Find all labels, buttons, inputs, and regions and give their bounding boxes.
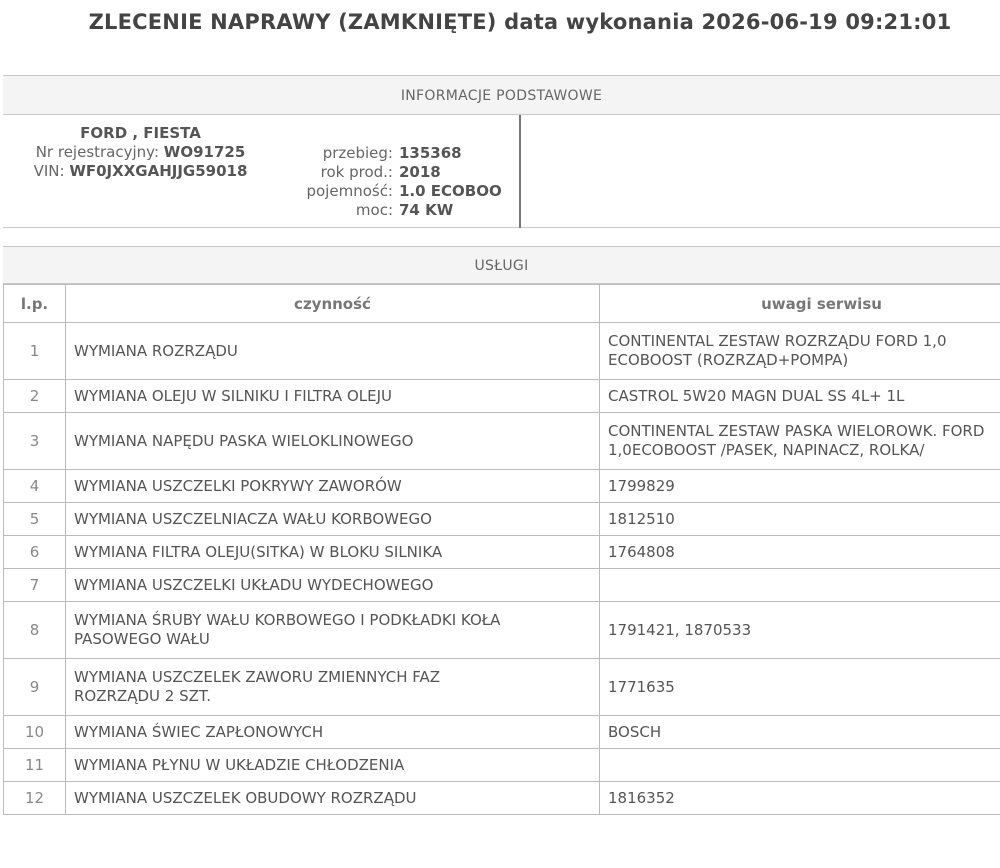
year-value: 2018 [399, 163, 441, 181]
table-row [4, 413, 1000, 470]
table-row [4, 782, 1000, 815]
row-note [600, 749, 1000, 782]
row-action: WYMIANA USZCZELEK OBUDOWY ROZRZĄDU [66, 782, 600, 815]
year-label: rok prod.: [320, 163, 393, 181]
row-action: WYMIANA ŚRUBY WAŁU KORBOWEGO I PODKŁADKI KOŁA PASOWEGO WAŁU [66, 602, 600, 659]
row-action: WYMIANA USZCZELKI POKRYWY ZAWORÓW [66, 470, 600, 503]
registration-label: Nr rejestracyjny: [35, 143, 160, 161]
power-label: moc: [355, 201, 393, 219]
row-number: 2 [4, 380, 66, 413]
column-header-notes: uwagi serwisu [600, 285, 1000, 323]
row-number: 6 [4, 536, 66, 569]
row-action: WYMIANA USZCZELKI UKŁADU WYDECHOWEGO [66, 569, 600, 602]
row-action: WYMIANA ROZRZĄDU [66, 323, 600, 380]
row-number: 10 [4, 716, 66, 749]
row-number: 5 [4, 503, 66, 536]
table-header-row [4, 285, 1000, 323]
vin-line [3, 162, 278, 181]
vin-label: VIN: [33, 162, 65, 180]
engine-row [263, 182, 533, 201]
table-row [4, 569, 1000, 602]
row-note: CONTINENTAL ZESTAW PASKA WIELOROWK. FORD 1,0ECOBOOST /PASEK, NAPINACZ, ROLKA/ [600, 413, 1000, 470]
column-header-lp: l.p. [4, 285, 66, 323]
power-row [263, 201, 533, 220]
mileage-label: przebieg: [322, 144, 393, 162]
vehicle-identity [3, 124, 278, 181]
services-section-header: USŁUGI [3, 246, 1000, 284]
row-note [600, 569, 1000, 602]
power-value: 74 KW [399, 201, 454, 219]
row-number: 9 [4, 659, 66, 716]
row-action: WYMIANA FILTRA OLEJU(SITKA) W BLOKU SILNIKA [66, 536, 600, 569]
info-divider [519, 115, 521, 228]
table-row [4, 602, 1000, 659]
row-note: 1771635 [600, 659, 1000, 716]
table-row [4, 749, 1000, 782]
row-number: 1 [4, 323, 66, 380]
table-row [4, 380, 1000, 413]
row-note: BOSCH [600, 716, 1000, 749]
column-header-action: czynność [66, 285, 600, 323]
vehicle-specs [263, 144, 533, 220]
year-row [263, 163, 533, 182]
table-row [4, 659, 1000, 716]
vin-value: WF0JXXGAHJJG59018 [69, 162, 248, 180]
table-row [4, 716, 1000, 749]
row-note: CONTINENTAL ZESTAW ROZRZĄDU FORD 1,0 ECOBOOST (ROZRZĄD+POMPA) [600, 323, 1000, 380]
page-title: ZLECENIE NAPRAWY (ZAMKNIĘTE) data wykonania 2026-06-19 09:21:01 [88, 10, 952, 34]
row-action: WYMIANA OLEJU W SILNIKU I FILTRA OLEJU [66, 380, 600, 413]
row-number: 3 [4, 413, 66, 470]
row-action: WYMIANA NAPĘDU PASKA WIELOKLINOWEGO [66, 413, 600, 470]
row-number: 11 [4, 749, 66, 782]
services-table-body [4, 323, 1000, 815]
table-row [4, 323, 1000, 380]
row-action: WYMIANA ŚWIEC ZAPŁONOWYCH [66, 716, 600, 749]
registration-value: WO91725 [163, 143, 246, 161]
row-action: WYMIANA USZCZELEK ZAWORU ZMIENNYCH FAZ ROZRZĄDU 2 SZT. [66, 659, 600, 716]
row-action: WYMIANA USZCZELNIACZA WAŁU KORBOWEGO [66, 503, 600, 536]
info-section-header: INFORMACJE PODSTAWOWE [3, 75, 1000, 115]
table-row [4, 503, 1000, 536]
row-note: 1791421, 1870533 [600, 602, 1000, 659]
mileage-value: 135368 [399, 144, 462, 162]
services-table [3, 284, 1000, 815]
vehicle-info-panel [3, 115, 1000, 228]
engine-label: pojemność: [306, 182, 393, 200]
row-note: 1812510 [600, 503, 1000, 536]
table-row [4, 470, 1000, 503]
row-note: CASTROL 5W20 MAGN DUAL SS 4L+ 1L [600, 380, 1000, 413]
mileage-row [263, 144, 533, 163]
row-note: 1816352 [600, 782, 1000, 815]
row-number: 4 [4, 470, 66, 503]
row-number: 7 [4, 569, 66, 602]
table-row [4, 536, 1000, 569]
make-model: FORD , FIESTA [80, 124, 201, 142]
row-action: WYMIANA PŁYNU W UKŁADZIE CHŁODZENIA [66, 749, 600, 782]
row-number: 12 [4, 782, 66, 815]
row-note: 1764808 [600, 536, 1000, 569]
row-number: 8 [4, 602, 66, 659]
registration-line [3, 143, 278, 162]
engine-value: 1.0 ECOBOO [399, 182, 502, 200]
row-note: 1799829 [600, 470, 1000, 503]
